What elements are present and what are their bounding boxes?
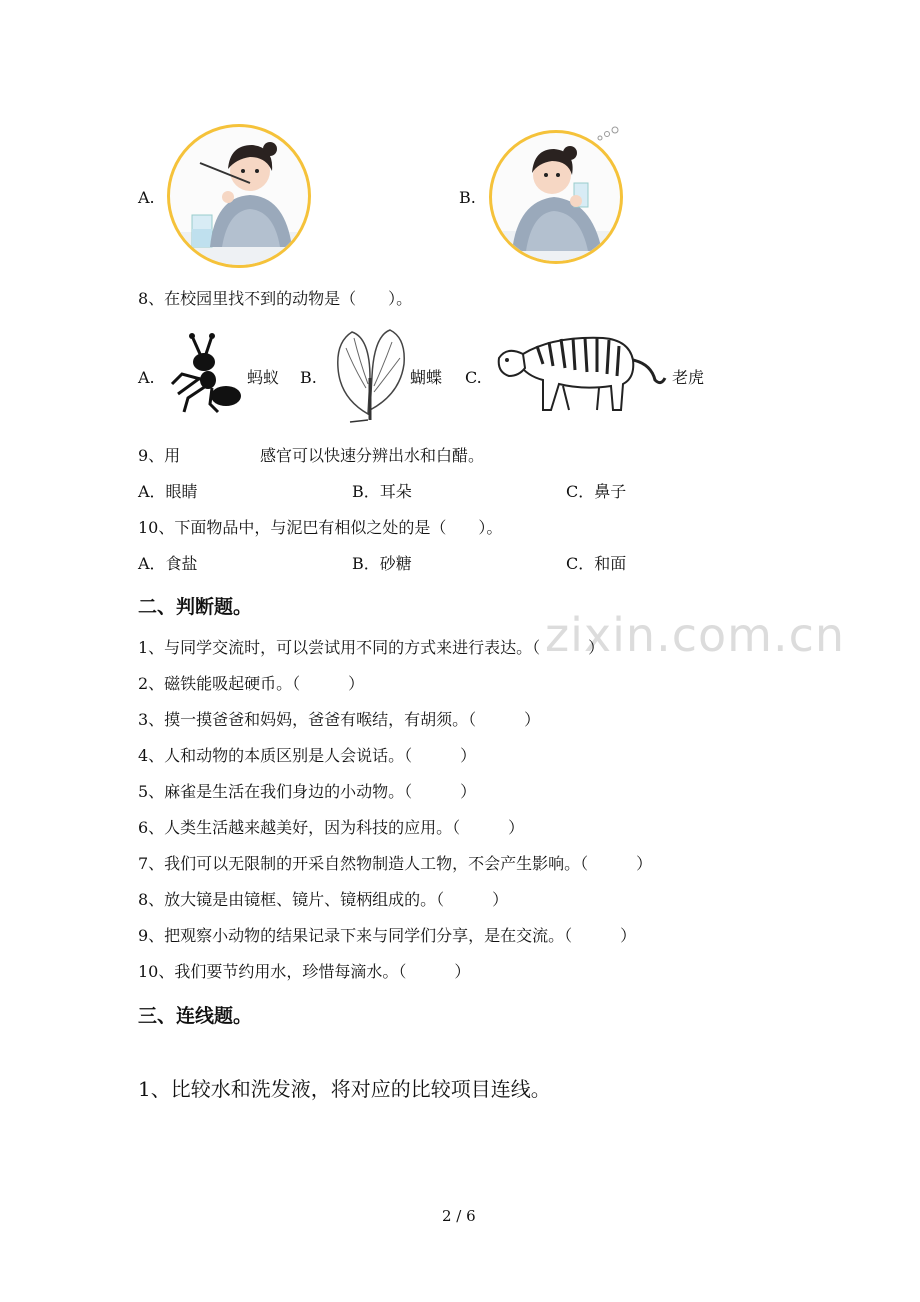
q9-option-b: B．耳朵: [352, 482, 412, 501]
tf-item-9: 9、把观察小动物的结果记录下来与同学们分享，是在交流。（ ）: [138, 926, 637, 945]
thought-bubble-icon: [596, 126, 620, 142]
tf-item-7: 7、我们可以无限制的开采自然物制造人工物，不会产生影响。（ ）: [138, 854, 653, 873]
q8-question: 8、在校园里找不到的动物是（ ）。: [138, 289, 413, 308]
tf-item-6: 6、人类生活越来越美好，因为科技的应用。（ ）: [138, 818, 525, 837]
q10-option-c: C．和面: [566, 554, 627, 573]
girl-blowing-straw-image: [167, 124, 311, 268]
q9-prefix: 9、用: [138, 446, 181, 465]
section-3-title: 三、连线题。: [138, 1005, 253, 1027]
q9-suffix: 感官可以快速分辨出水和白醋。: [260, 446, 485, 465]
q8-option-c-letter: C.: [465, 368, 482, 387]
tf-item-10: 10、我们要节约用水，珍惜每滴水。（ ）: [138, 962, 471, 981]
q8-option-a-label: 蚂蚁: [247, 368, 280, 387]
matching-question-1: 1、比较水和洗发液，将对应的比较项目连线。: [138, 1077, 551, 1101]
q9-option-c: C．鼻子: [566, 482, 627, 501]
q10-question: 10、下面物品中，与泥巴有相似之处的是（ ）。: [138, 518, 503, 537]
q10-option-a: A．食盐: [138, 554, 198, 573]
tf-item-2: 2、磁铁能吸起硬币。（ ）: [138, 674, 365, 693]
q9-option-a: A．眼睛: [138, 482, 198, 501]
girl-drinking-water-image: [489, 130, 623, 264]
tf-item-4: 4、人和动物的本质区别是人会说话。（ ）: [138, 746, 477, 765]
tf-item-3: 3、摸一摸爸爸和妈妈，爸爸有喉结，有胡须。（ ）: [138, 710, 541, 729]
ant-image: [168, 332, 244, 414]
section-2-title: 二、判断题。: [138, 596, 253, 618]
q8-option-b-letter: B.: [300, 368, 317, 387]
q10-option-b: B．砂糖: [352, 554, 412, 573]
q7-option-b-letter: B.: [459, 188, 476, 207]
page-number: 2 / 6: [442, 1207, 476, 1225]
tf-item-8: 8、放大镜是由镜框、镜片、镜柄组成的。（ ）: [138, 890, 509, 909]
q7-option-a-letter: A.: [138, 188, 155, 207]
tf-item-1: 1、与同学交流时，可以尝试用不同的方式来进行表达。（ ）: [138, 638, 605, 657]
q8-option-b-label: 蝴蝶: [410, 368, 443, 387]
watermark: zixin.com.cn: [545, 608, 846, 662]
butterfly-image: [330, 328, 408, 424]
q8-option-c-label: 老虎: [672, 368, 705, 387]
tiger-image: [493, 324, 667, 416]
q8-option-a-letter: A.: [138, 368, 155, 387]
tf-item-5: 5、麻雀是生活在我们身边的小动物。（ ）: [138, 782, 477, 801]
